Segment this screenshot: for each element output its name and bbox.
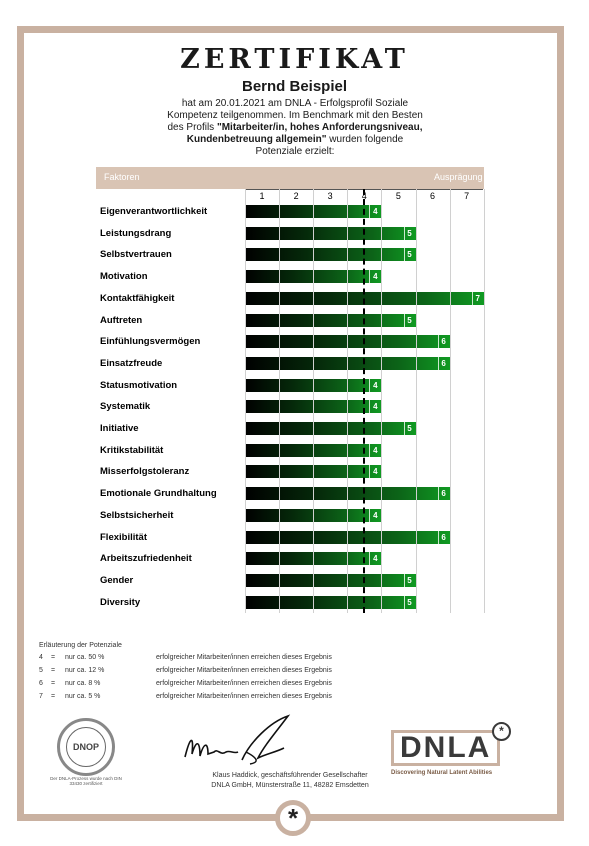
factor-bar (245, 248, 416, 261)
legend-eq: = (51, 654, 56, 661)
seal-caption: Der DNLA-Prozess wurde nach DIN 33430 zertifiziert (50, 776, 122, 786)
factor-label: Arbeitszufriedenheit (100, 553, 192, 565)
participant-name: Bernd Beispiel (241, 78, 348, 95)
bar-value-label: 4 (369, 465, 380, 478)
factor-bar (245, 422, 416, 435)
grid-line (381, 189, 382, 613)
legend-n: 7 (39, 693, 43, 700)
grid-line (347, 189, 348, 613)
dnla-logo (391, 724, 509, 782)
bar-value-label: 4 (369, 509, 380, 522)
factor-bar (245, 574, 416, 587)
intro-line-2: Kompetenz teilgenommen. Im Benchmark mit den Besten (167, 110, 423, 121)
bar-value-label: 4 (369, 379, 380, 392)
factor-label: Flexibilität (100, 531, 147, 543)
grid-line (245, 189, 246, 613)
legend-pct: nur ca. 5 % (65, 693, 101, 700)
bar-value-label: 6 (438, 335, 449, 348)
legend-pct: nur ca. 8 % (65, 680, 101, 687)
bar-value-label: 6 (438, 357, 449, 370)
legend-n: 5 (39, 667, 43, 674)
factor-label: Eigenverantwortlichkeit (100, 206, 208, 217)
x-tick-label: 6 (429, 191, 435, 201)
factor-label: Diversity (100, 596, 141, 608)
grid-line (484, 189, 485, 613)
factor-label: Gender (100, 574, 134, 586)
bar-value-label: 4 (369, 400, 380, 413)
x-tick-label: 2 (293, 191, 299, 201)
asterisk-emblem-icon: * (275, 800, 311, 836)
grid-line (450, 189, 451, 613)
bar-value-label: 5 (404, 422, 415, 435)
factor-label: Selbstsicherheit (100, 509, 174, 521)
legend-eq: = (51, 680, 56, 687)
reference-line (363, 189, 365, 613)
factor-label: Systematik (100, 401, 151, 413)
factor-bar (245, 596, 416, 609)
legend-txt: erfolgreicher Mitarbeiter/innen erreichen dieses Ergebnis (156, 693, 332, 700)
signer-name: Klaus Haddick, geschäftsführender Gesellschafter (212, 772, 368, 779)
factor-label: Statusmotivation (100, 379, 178, 391)
profile-name-part2: Kundenbetreuung allgemein" (186, 134, 327, 145)
grid-line (279, 189, 280, 613)
profile-name-part1: "Mitarbeiter/in, hohes Anforderungsniveau, (216, 122, 423, 133)
grid-line (313, 189, 314, 613)
x-tick-label: 4 (361, 191, 367, 201)
intro-line-1: hat am 20.01.2021 am DNLA - Erfolgsprofil Soziale (181, 98, 409, 109)
table-header (96, 167, 484, 189)
intro-line-5: Potenziale erzielt: (255, 146, 335, 157)
bar-value-label: 5 (404, 314, 415, 327)
x-tick-label: 1 (259, 191, 265, 201)
legend-pct: nur ca. 50 % (65, 654, 105, 661)
seal-inner: DNOP (66, 727, 106, 767)
certificate-title: ZERTIFIKAT (180, 44, 409, 75)
factor-bar (245, 314, 416, 327)
legend-title: Erläuterung der Potenziale (39, 642, 122, 649)
bar-value-label: 5 (404, 248, 415, 261)
factor-label: Initiative (100, 423, 139, 434)
logo-wordmark: DNLA (391, 730, 500, 766)
company-address: DNLA GmbH, Münsterstraße 11, 48282 Emsdetten (211, 782, 369, 789)
legend-pct: nur ca. 12 % (65, 667, 105, 674)
factor-label: Leistungsdrang (100, 227, 172, 239)
dnop-seal (57, 718, 115, 776)
x-tick-label: 5 (395, 191, 401, 201)
factor-label: Einfühlungsvermögen (100, 336, 201, 348)
bar-value-label: 7 (472, 292, 483, 305)
factor-label: Kontaktfähigkeit (100, 292, 175, 304)
logo-star-icon: * (492, 722, 511, 741)
factor-label: Selbstvertrauen (100, 249, 172, 261)
bar-value-label: 5 (404, 227, 415, 240)
bar-value-label: 4 (369, 552, 380, 565)
column-header-level: Ausprägung (434, 172, 483, 182)
factor-label: Motivation (100, 271, 148, 283)
signature-image (180, 712, 300, 772)
legend-n: 4 (39, 654, 43, 661)
intro-line-3 (150, 122, 440, 134)
x-tick-label: 7 (464, 191, 470, 201)
bar-value-label: 6 (438, 531, 449, 544)
factor-label: Auftreten (100, 314, 143, 326)
bar-value-label: 4 (369, 270, 380, 283)
bar-value-label: 5 (404, 596, 415, 609)
factor-label: Emotionale Grundhaltung (100, 488, 217, 500)
bar-value-label: 6 (438, 487, 449, 500)
column-header-factors: Faktoren (104, 172, 140, 182)
bar-value-label: 5 (404, 574, 415, 587)
legend-eq: = (51, 667, 56, 674)
factor-label: Kritikstabilität (100, 444, 164, 456)
intro-line-3a: des Profils (167, 122, 217, 133)
factor-label: Misserfolgstoleranz (100, 466, 190, 478)
legend-txt: erfolgreicher Mitarbeiter/innen erreichen dieses Ergebnis (156, 654, 332, 661)
legend-txt: erfolgreicher Mitarbeiter/innen erreichen dieses Ergebnis (156, 667, 332, 674)
intro-line-4 (150, 134, 440, 146)
bar-value-label: 4 (369, 444, 380, 457)
factor-label: Einsatzfreude (100, 357, 163, 369)
bar-value-label: 4 (369, 205, 380, 218)
legend-eq: = (51, 693, 56, 700)
intro-text (150, 98, 440, 158)
grid-line (416, 189, 417, 613)
legend-n: 6 (39, 680, 43, 687)
x-tick-label: 3 (327, 191, 333, 201)
factor-bar (245, 227, 416, 240)
intro-line-4b: wurden folgende (326, 134, 404, 145)
logo-tagline: Discovering Natural Latent Abilities (391, 770, 493, 776)
legend-txt: erfolgreicher Mitarbeiter/innen erreichen dieses Ergebnis (156, 680, 332, 687)
